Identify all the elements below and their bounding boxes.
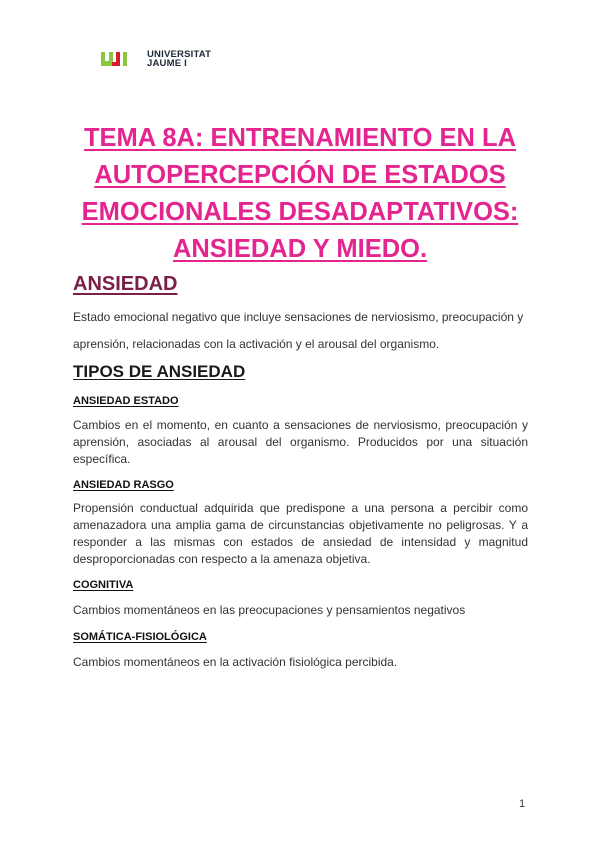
- subheading-ansiedad-estado: ANSIEDAD ESTADO: [73, 395, 179, 407]
- subheading-cognitiva: COGNITIVA: [73, 579, 134, 591]
- ansiedad-definition-line-1: Estado emocional negativo que incluye sensaciones de nerviosismo, preocupación y: [73, 310, 524, 324]
- uji-logo-mark-icon: [100, 51, 142, 67]
- page-number: 1: [519, 798, 526, 810]
- cognitiva-text: Cambios momentáneos en las preocupaciones y pensamientos negativos: [73, 603, 466, 617]
- title-line: EMOCIONALES DESADAPTATIVOS:: [81, 198, 519, 226]
- university-logo: [100, 50, 211, 68]
- ansiedad-rasgo-text: Propensión conductual adquirida que predispone a una persona a percibir como amenazadora una amplia gama de circunstancias objetivamente no peligrosas. Y a responder a las mismas con estados de ansiedad de intensidad y magnitud desproporcionadas con respecto a la amenaza objetiva.: [73, 501, 528, 566]
- ansiedad-definition-line-2: aprensión, relacionadas con la activación y el arousal del organismo.: [73, 337, 440, 351]
- somatica-fisiologica-text: Cambios momentáneos en la activación fisiológica percibida.: [73, 655, 398, 669]
- subheading-ansiedad-rasgo: ANSIEDAD RASGO: [73, 479, 174, 491]
- logo-text: [147, 50, 211, 68]
- logo-line-1: UNIVERSITAT: [147, 49, 212, 60]
- subheading-somatica-fisiologica: SOMÁTICA-FISIOLÓGICA: [73, 631, 207, 643]
- title-line: TEMA 8A: ENTRENAMIENTO EN LA: [83, 124, 517, 152]
- document-title: [60, 120, 540, 268]
- title-line: AUTOPERCEPCIÓN DE ESTADOS: [94, 161, 506, 189]
- section-heading-ansiedad: ANSIEDAD: [73, 273, 178, 295]
- logo-line-2: JAUME I: [147, 58, 187, 69]
- ansiedad-estado-text: Cambios en el momento, en cuanto a sensaciones de nerviosismo, preocupación y aprensión, asociadas al arousal del organismo. Producidos por una situación específica.: [73, 418, 528, 466]
- title-line: ANSIEDAD Y MIEDO.: [172, 235, 428, 263]
- section-heading-tipos: TIPOS DE ANSIEDAD: [73, 362, 246, 381]
